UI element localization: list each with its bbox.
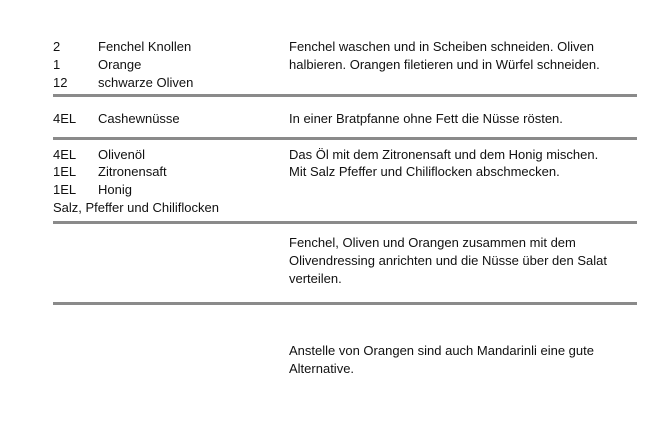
ingredient-name: schwarze Oliven (98, 75, 194, 90)
section-divider (53, 137, 637, 140)
ingredient-qty: 1EL (53, 164, 77, 179)
section-divider (53, 302, 637, 305)
ingredient-name: Cashewnüsse (98, 111, 180, 126)
ingredient-name: Olivenöl (98, 147, 145, 162)
ingredient-qty: 1 (53, 57, 61, 72)
tip-line: Alternative. (289, 361, 355, 376)
ingredient-name: Zitronensaft (98, 164, 167, 179)
section-divider (53, 94, 637, 97)
tip-line: Anstelle von Orangen sind auch Mandarinli eine gute (289, 343, 594, 358)
ingredient-qty: 2 (53, 39, 61, 54)
instruction-line: Das Öl mit dem Zitronensaft und dem Honig mischen. (289, 147, 599, 162)
instruction-line: Mit Salz Pfeffer und Chiliflocken abschmecken. (289, 164, 560, 179)
ingredient-qty: 4EL (53, 111, 77, 126)
ingredient-qty: 1EL (53, 182, 77, 197)
ingredient-name: Fenchel Knollen (98, 39, 192, 54)
instruction-line: verteilen. (289, 271, 342, 286)
ingredient-qty: 4EL (53, 147, 77, 162)
ingredient-name: Orange (98, 57, 142, 72)
ingredient-extra: Salz, Pfeffer und Chiliflocken (53, 200, 219, 215)
ingredient-qty: 12 (53, 75, 68, 90)
instruction-line: Fenchel waschen und in Scheiben schneiden. Oliven (289, 39, 594, 54)
ingredient-name: Honig (98, 182, 132, 197)
instruction-line: halbieren. Orangen filetieren und in Würfel schneiden. (289, 57, 600, 72)
section-divider (53, 221, 637, 224)
instruction-line: Fenchel, Oliven und Orangen zusammen mit dem (289, 235, 576, 250)
instruction-line: In einer Bratpfanne ohne Fett die Nüsse rösten. (289, 111, 563, 126)
instruction-line: Olivendressing anrichten und die Nüsse über den Salat (289, 253, 607, 268)
